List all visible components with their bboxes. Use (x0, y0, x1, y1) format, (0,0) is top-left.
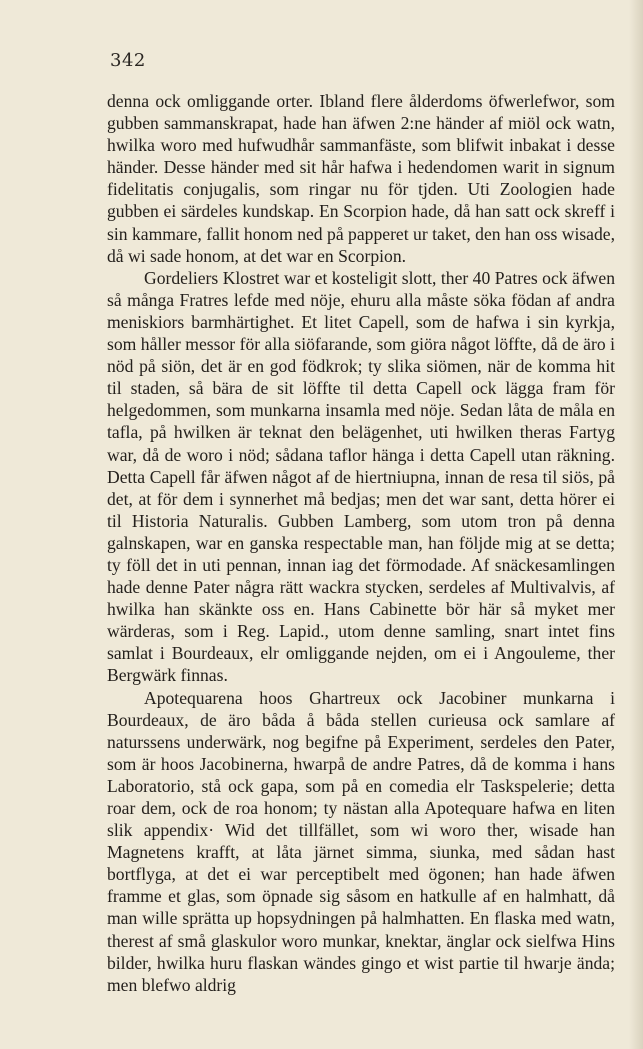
page-edge-shadow (629, 0, 643, 1049)
paragraph-3: Apotequarena hoos Ghartreux ock Jacobiner munkarna i Bourdeaux, de äro båda å båda stellen curieusa ock samlare af naturssens underwärk, nog begifne på Experiment, serdeles den Pater, som är hoos Jacobinerna, hwarpå de andre Patres, då de komma i hans Laboratorio, stå ock gapa, som på en comedia elr Taskspelerie; detta roar dem, ock de roa honom; ty nästan alla Apotequare hafwa en liten slik appendix· Wid det tillfället, som wi woro ther, wisade han Magnetens krafft, at låta järnet simma, siunka, med sådan hast bortflyga, at det ei war perceptibelt med ögonen; han hade äfwen framme et glas, som öpnade sig såsom en hatkulle af en halmhatt, då man wille sprätta up hopsydningen på halmhatten. En flaska med watn, therest af små glaskulor woro munkar, knektar, änglar ock sielfwa Hins bilder, hwilka huru flaskan wändes gingo et wist partie til hwarje ända; men blefwo aldrig (107, 687, 615, 995)
paragraph-2: Gordeliers Klostret war et kosteligit slott, ther 40 Patres ock äfwen så många Fratres lefde med nöje, ehuru alla måste söka födan af andra meniskiors barmhärtighet. Et litet Capell, som de hafwa i sin kyrkja, som håller messor för alla siöfarande, som giöra något löffte, då de äro i nöd på siön, det är en god födkrok; ty slika siömen, när de komma hit til staden, så bära de sit löffte til detta Capell ock lägga fram för helgedommen, som munkarna insamla med nöje. Sedan låta de måla en tafla, på hwilken är teknat den belägenhet, uti hwilken theras Fartyg war, då de woro i nöd; sådana taflor hänga i detta Capell utan räkning. Detta Capell får äfwen något af de hiertniupna, innan de resa til siös, på det, at för dem i synnerhet må bedjas; men det war sant, detta hörer ei til Historia Naturalis. Gubben Lamberg, som utom tron på denna galnskapen, war en ganska respectable man, han följde mig at se detta; ty föll det in uti pennan, innan iag det förmodade. Af snäckesamlingen hade denne Pater några rätt wackra stycken, serdeles af Multivalvis, af hwilka han skänkte oss en. Hans Cabinette bör här så myket mer wärderas, som i Reg. Lapid., utom denne samling, snart intet fins samlat i Bourdeaux, elr omliggande nejden, om ei i Angouleme, ther Bergwärk finnas. (107, 267, 615, 686)
page-number: 342 (110, 50, 146, 71)
body-text (107, 90, 615, 996)
paragraph-1: denna ock omliggande orter. Ibland flere ålderdoms öfwerlefwor, som gubben sammanskrapat, hade han äfwen 2:ne händer af miöl ock watn, hwilka woro med hufwudhår sammanfäste, som blifwit inbakat i desse händer. Desse händer med sit hår hafwa i hedendomen warit in signum fidelitatis conjugalis, som ringar nu för tjden. Uti Zoologien hade gubben ei särdeles kundskap. En Scorpion hade, då han satt ock skreff i sin kammare, fallit honom ned på papperet ur taket, den han oss wisade, då wi sade honom, at det war en Scorpion. (107, 91, 615, 266)
